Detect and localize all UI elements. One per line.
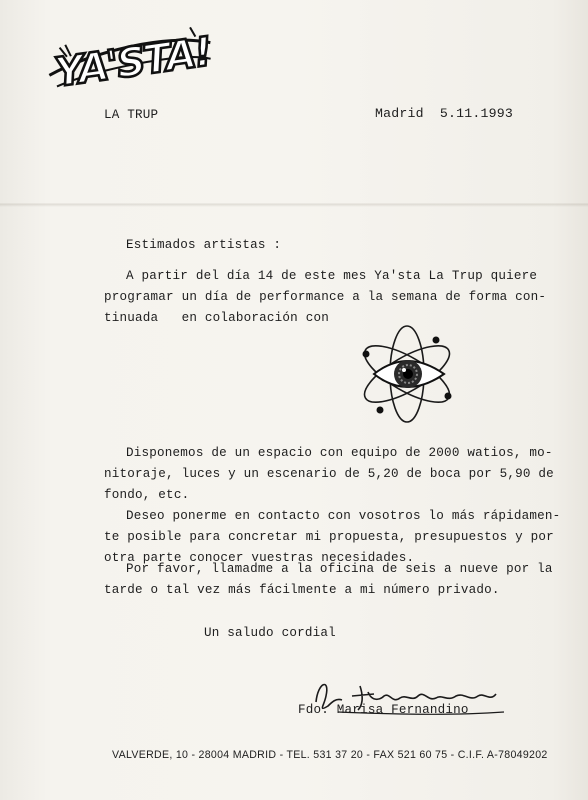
- paragraph-3-line-1: Deseo ponerme en contacto con vosotros lo más rápidamen-: [126, 509, 561, 523]
- yasta-logo: [44, 24, 216, 96]
- letterhead-footer: VALVERDE, 10 - 28004 MADRID - TEL. 531 37 20 - FAX 521 60 75 - C.I.F. A-78049202: [112, 749, 548, 761]
- letter-date: Madrid 5.11.1993: [375, 106, 513, 121]
- company-name: LA TRUP: [104, 108, 159, 122]
- logo-text: YA'STA!: [51, 28, 214, 96]
- paragraph-2-line-3: fondo, etc.: [104, 488, 190, 502]
- paragraph-1-line-2: programar un día de performance a la semana de forma con-: [104, 290, 547, 304]
- signatory-name: Fdo. Marisa Fernandino: [298, 703, 469, 717]
- greeting: Estimados artistas :: [126, 238, 282, 252]
- paragraph-1-line-1: A partir del día 14 de este mes Ya'sta La Trup quiere: [126, 269, 538, 283]
- atom-eye-icon: [352, 324, 462, 424]
- paragraph-4-line-2: tarde o tal vez más fácilmente a mi número privado.: [104, 583, 500, 597]
- paragraph-3-line-2: te posible para concretar mi propuesta, presupuestos y por: [104, 530, 554, 544]
- paragraph-4-line-1: Por favor, llamadme a la oficina de seis a nueve por la: [126, 562, 553, 576]
- paragraph-3-line-3: otra parte conocer vuestras necesidades.: [104, 551, 415, 565]
- closing: Un saludo cordial: [204, 626, 336, 640]
- paragraph-2-line-1: Disponemos de un espacio con equipo de 2000 watios, mo-: [126, 446, 553, 460]
- paragraph-1-line-3: tinuada en colaboración con: [104, 311, 329, 325]
- paragraph-2-line-2: nitoraje, luces y un escenario de 5,20 de boca por 5,90 de: [104, 467, 554, 481]
